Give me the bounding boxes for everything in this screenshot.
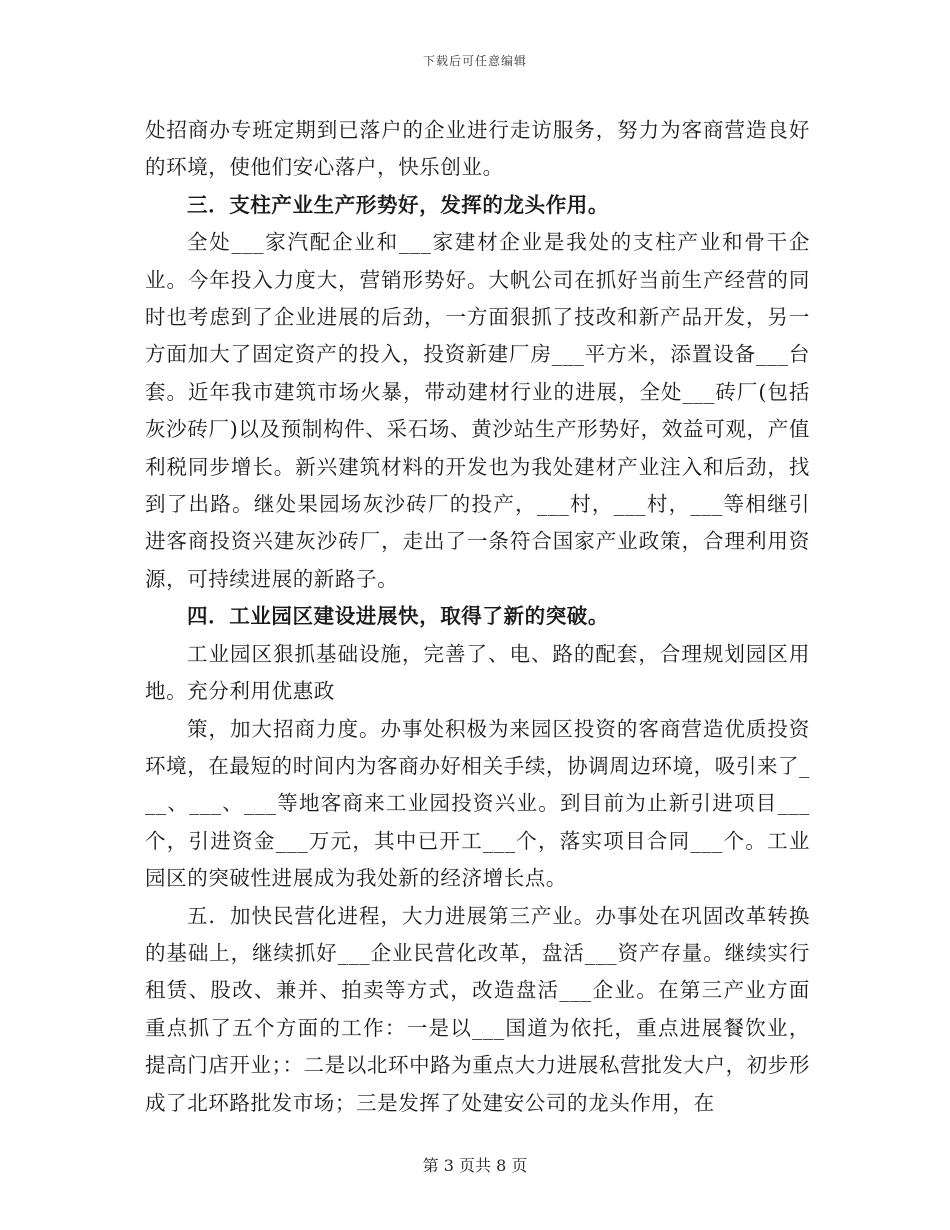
page-number: 第 3 页共 8 页 bbox=[422, 1156, 528, 1175]
section-heading-four: 四．工业园区建设进展快，取得了新的突破。 bbox=[187, 604, 609, 629]
paragraph-continuation: 处招商办专班定期到已落户的企业进行走访服务，努力为客商营造良好的环境，使他们安心落户，快乐创业。 bbox=[145, 118, 810, 180]
document-body bbox=[145, 112, 810, 1122]
paragraph-investment: 策，加大招商力度。办事处积极为来园区投资的客商营造优质投资环境，在最短的时间内为客商办好相关手续，协调周边环境，吸引来了___、___、___等地客商来工业园投资兴业。到目前为止新引进项目___个，引进资金___万元，其中已开工___个，落实项目合同___个。工业园区的突破性进展成为我处新的经济增长点。 bbox=[145, 716, 810, 891]
paragraph-pillar-industry: 全处___家汽配企业和___家建材企业是我处的支柱产业和骨干企业。今年投入力度大，营销形势好。大帆公司在抓好当前生产经营的同时也考虑到了企业进展的后劲，一方面狠抓了技改和新产品开发，另一方面加大了固定资产的投入，投资新建厂房___平方米，添置设备___台套。近年我市建筑市场火暴，带动建材行业的进展，全处___砖厂(包括灰沙砖厂)以及预制构件、采石场、黄沙站生产形势好，效益可观，产值利税同步增长。新兴建筑材料的开发也为我处建材产业注入和后劲，找到了出路。继处果园场灰沙砖厂的投产，___村，___村，___等相继引进客商投资兴建灰沙砖厂，走出了一条符合国家产业政策，合理利用资源，可持续进展的新路子。 bbox=[145, 230, 810, 591]
paragraph-privatization: 五．加快民营化进程，大力进展第三产业。办事处在巩固改革转换的基础上，继续抓好___企业民营化改革，盘活___资产存量。继续实行租赁、股改、兼并、拍卖等方式，改造盘活___企业。在第三产业方面重点抓了五个方面的工作：一是以___国道为依托，重点进展餐饮业，提高门店开业；：二是以北环中路为重点大力进展私营批发大户，初步形成了北环路批发市场；三是发挥了处建安公司的龙头作用，在 bbox=[145, 903, 810, 1115]
section-heading-three: 三．支柱产业生产形势好，发挥的龙头作用。 bbox=[187, 192, 609, 217]
paragraph-industrial-park: 工业园区狠抓基础设施，完善了、电、路的配套，合理规划园区用地。充分利用优惠政 bbox=[145, 641, 810, 704]
page-header-note: 下载后可任意编辑 bbox=[422, 54, 527, 68]
